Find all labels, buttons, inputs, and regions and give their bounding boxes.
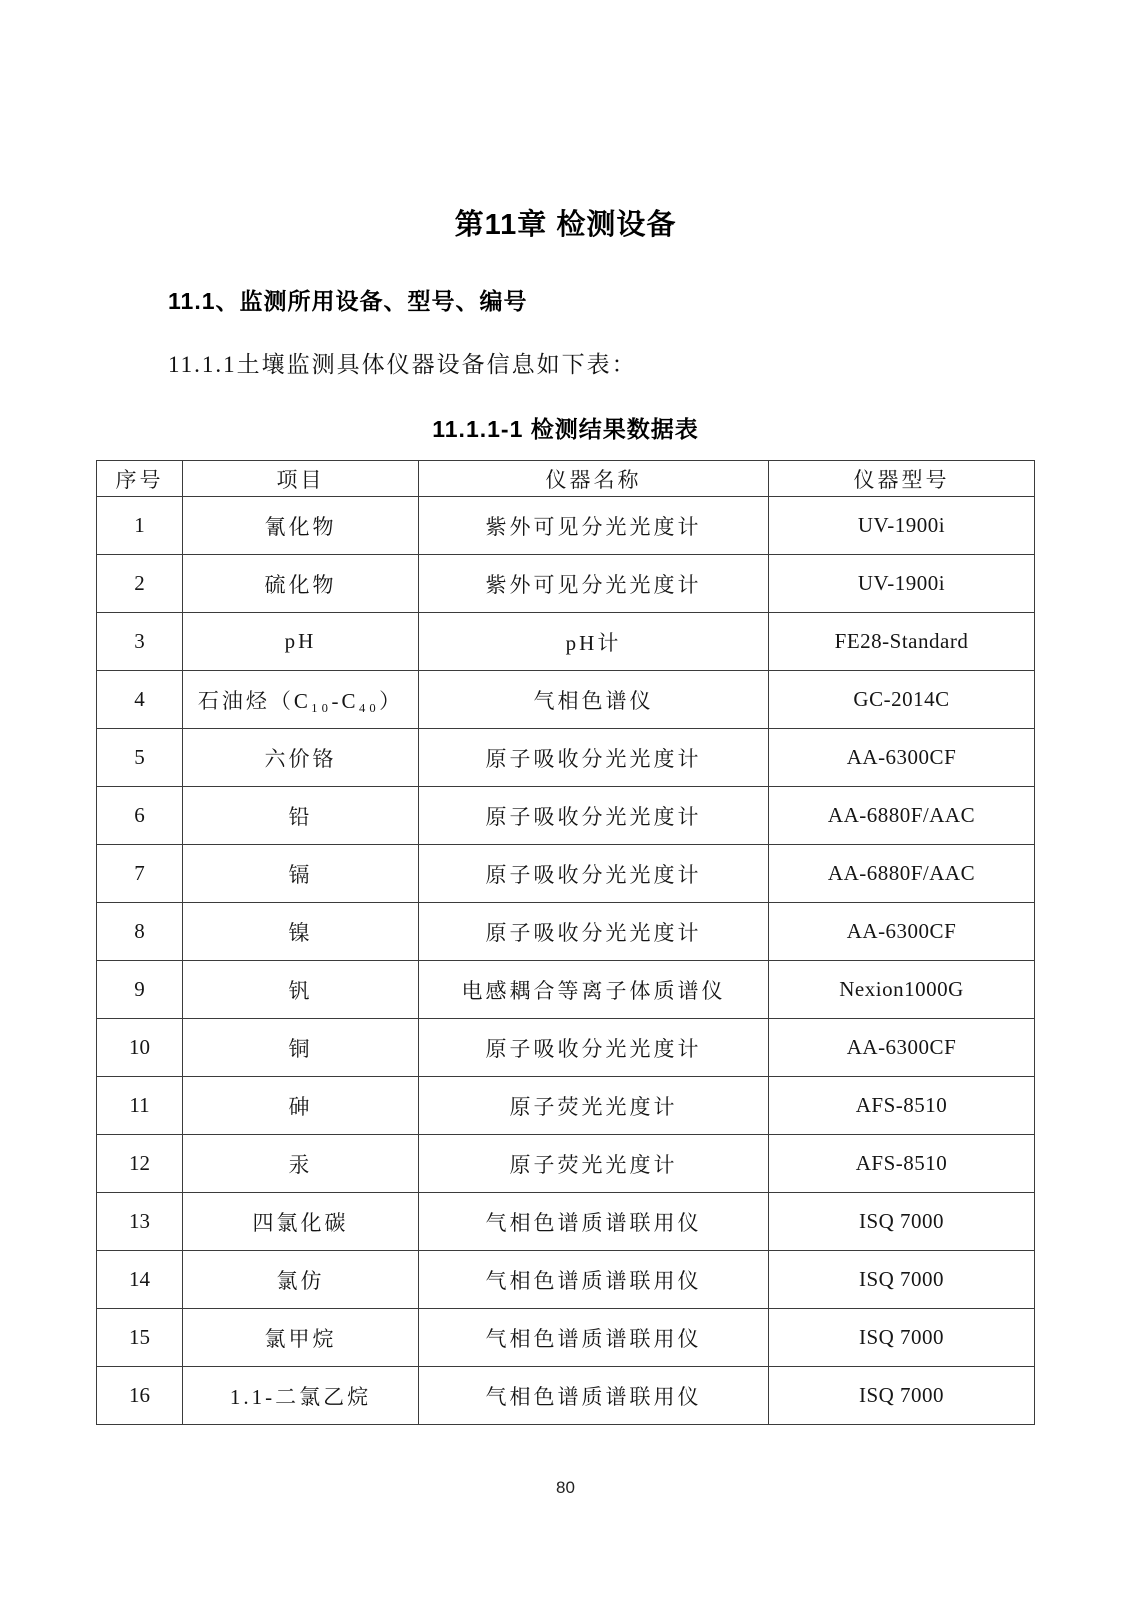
cell-serial-number: 6	[97, 787, 183, 845]
cell-serial-number: 8	[97, 903, 183, 961]
cell-serial-number: 3	[97, 613, 183, 671]
cell-instrument-model: GC-2014C	[769, 671, 1035, 729]
cell-serial-number: 5	[97, 729, 183, 787]
cell-instrument-model: UV-1900i	[769, 497, 1035, 555]
cell-instrument-model: ISQ 7000	[769, 1193, 1035, 1251]
table-row	[97, 497, 1035, 555]
cell-instrument-name: 原子荧光光度计	[419, 1135, 769, 1193]
cell-instrument-name: 紫外可见分光光度计	[419, 555, 769, 613]
cell-item: 汞	[183, 1135, 419, 1193]
table-row	[97, 1367, 1035, 1425]
cell-item: 钒	[183, 961, 419, 1019]
cell-instrument-name: 原子吸收分光光度计	[419, 845, 769, 903]
header-item: 项目	[183, 461, 419, 497]
table-row	[97, 1077, 1035, 1135]
cell-instrument-model: FE28-Standard	[769, 613, 1035, 671]
cell-instrument-model: AA-6300CF	[769, 1019, 1035, 1077]
cell-item: 氯甲烷	[183, 1309, 419, 1367]
table-row	[97, 1193, 1035, 1251]
cell-instrument-model: AA-6880F/AAC	[769, 787, 1035, 845]
header-instrument-name: 仪器名称	[419, 461, 769, 497]
cell-serial-number: 1	[97, 497, 183, 555]
cell-instrument-name: 原子吸收分光光度计	[419, 1019, 769, 1077]
cell-instrument-model: AA-6880F/AAC	[769, 845, 1035, 903]
cell-serial-number: 14	[97, 1251, 183, 1309]
chapter-title: 第11章 检测设备	[454, 209, 677, 241]
cell-instrument-model: ISQ 7000	[769, 1309, 1035, 1367]
cell-instrument-name: 气相色谱质谱联用仪	[419, 1309, 769, 1367]
cell-instrument-name: 原子吸收分光光度计	[419, 787, 769, 845]
cell-serial-number: 12	[97, 1135, 183, 1193]
table-row	[97, 1309, 1035, 1367]
cell-item: 镉	[183, 845, 419, 903]
cell-item: 四氯化碳	[183, 1193, 419, 1251]
cell-instrument-model: AA-6300CF	[769, 729, 1035, 787]
cell-instrument-name: 气相色谱质谱联用仪	[419, 1367, 769, 1425]
cell-instrument-name: pH计	[419, 613, 769, 671]
table-header-row	[97, 461, 1035, 497]
table-row	[97, 1019, 1035, 1077]
table-body	[97, 497, 1035, 1425]
table-header	[97, 461, 1035, 497]
cell-instrument-name: 气相色谱质谱联用仪	[419, 1193, 769, 1251]
cell-serial-number: 2	[97, 555, 183, 613]
table-row	[97, 613, 1035, 671]
table-row	[97, 961, 1035, 1019]
cell-item: pH	[183, 613, 419, 671]
cell-instrument-model: AFS-8510	[769, 1077, 1035, 1135]
cell-serial-number: 7	[97, 845, 183, 903]
cell-item: 六价铬	[183, 729, 419, 787]
sub-paragraph: 11.1.1土壤监测具体仪器设备信息如下表：	[168, 352, 637, 377]
cell-serial-number: 15	[97, 1309, 183, 1367]
table-row	[97, 555, 1035, 613]
section-heading: 11.1、监测所用设备、型号、编号	[168, 288, 528, 314]
cell-item: 硫化物	[183, 555, 419, 613]
cell-instrument-model: AA-6300CF	[769, 903, 1035, 961]
cell-item: 镍	[183, 903, 419, 961]
header-instrument-model: 仪器型号	[769, 461, 1035, 497]
cell-serial-number: 9	[97, 961, 183, 1019]
cell-item: 铜	[183, 1019, 419, 1077]
cell-instrument-name: 气相色谱质谱联用仪	[419, 1251, 769, 1309]
table-row	[97, 1135, 1035, 1193]
cell-instrument-model: AFS-8510	[769, 1135, 1035, 1193]
cell-instrument-model: ISQ 7000	[769, 1251, 1035, 1309]
cell-instrument-name: 紫外可见分光光度计	[419, 497, 769, 555]
cell-instrument-name: 原子吸收分光光度计	[419, 903, 769, 961]
table-row	[97, 1251, 1035, 1309]
table-row	[97, 903, 1035, 961]
table-row	[97, 787, 1035, 845]
cell-item: 氯仿	[183, 1251, 419, 1309]
cell-serial-number: 4	[97, 671, 183, 729]
cell-instrument-name: 原子荧光光度计	[419, 1077, 769, 1135]
cell-serial-number: 13	[97, 1193, 183, 1251]
cell-instrument-model: Nexion1000G	[769, 961, 1035, 1019]
cell-instrument-name: 原子吸收分光光度计	[419, 729, 769, 787]
cell-serial-number: 11	[97, 1077, 183, 1135]
cell-instrument-name: 电感耦合等离子体质谱仪	[419, 961, 769, 1019]
cell-item: 石油烃（C₁₀-C₄₀）	[183, 671, 419, 729]
cell-serial-number: 10	[97, 1019, 183, 1077]
table-row	[97, 671, 1035, 729]
page-number: 80	[556, 1478, 575, 1497]
table-row	[97, 729, 1035, 787]
cell-instrument-model: ISQ 7000	[769, 1367, 1035, 1425]
cell-item: 1.1-二氯乙烷	[183, 1367, 419, 1425]
cell-serial-number: 16	[97, 1367, 183, 1425]
table-caption: 11.1.1-1 检测结果数据表	[432, 416, 699, 442]
cell-item: 砷	[183, 1077, 419, 1135]
cell-item: 铅	[183, 787, 419, 845]
header-serial-number: 序号	[97, 461, 183, 497]
cell-instrument-model: UV-1900i	[769, 555, 1035, 613]
cell-item: 氰化物	[183, 497, 419, 555]
table-row	[97, 845, 1035, 903]
equipment-table	[96, 460, 1035, 1425]
cell-instrument-name: 气相色谱仪	[419, 671, 769, 729]
